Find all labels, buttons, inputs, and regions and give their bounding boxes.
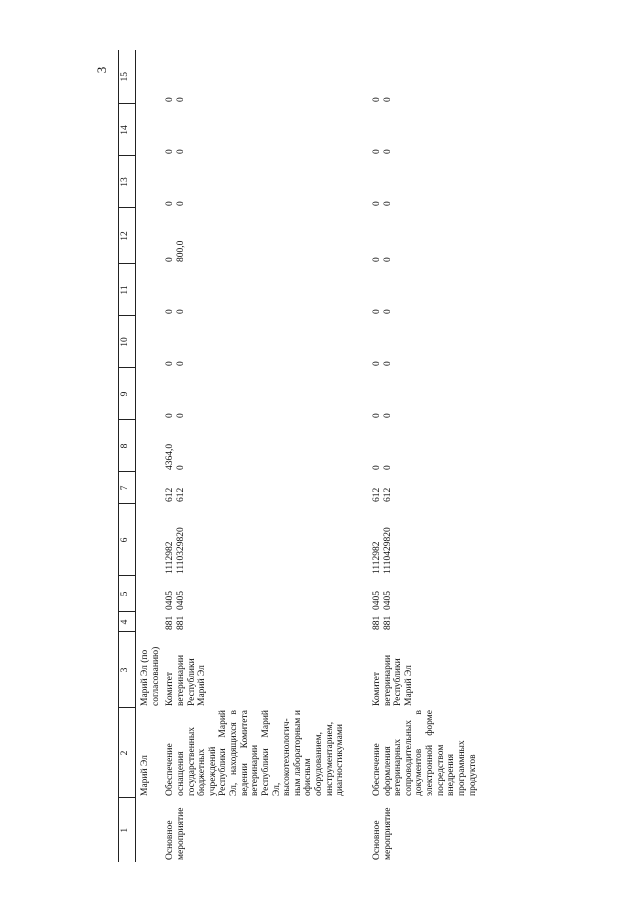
cell-responsible: Комитет ветеринарии Республики Марий Эл [371, 654, 414, 706]
column-number: 9 [119, 368, 136, 420]
cell-col5: 0405 0405 [165, 591, 186, 610]
column-number-row [119, 50, 136, 862]
cell-col9: 0 0 [165, 413, 186, 418]
cell-col8: 0 0 [371, 465, 393, 470]
column-number: 4 [119, 612, 136, 632]
cell-col12: 0 800,0 [165, 240, 186, 262]
cell-col7: 612 612 [165, 487, 186, 502]
cell-col10: 0 0 [165, 361, 186, 366]
cell-type: Основное мероприятие [371, 807, 393, 860]
column-number: 6 [119, 504, 136, 576]
column-number: 15 [119, 50, 136, 104]
table-row [370, 50, 480, 862]
column-number: 7 [119, 472, 136, 504]
column-number: 8 [119, 420, 136, 472]
cell-col7: 612 612 [371, 487, 393, 502]
cell-type: Основное мероприятие [165, 807, 186, 860]
column-number: 10 [119, 316, 136, 368]
cell-col11: 0 0 [371, 309, 393, 314]
cell-description: Обеспечение оснащения государственных бюджетных учреждений Республики Марий Эл, находящихся в ведении Комитета ветеринарии Республики Марий Эл, высокотехнологич-ным лабораторным и офисным оборудованием, инструментарием, диагностикумами [165, 710, 346, 796]
column-number: 11 [119, 264, 136, 316]
budget-table [118, 50, 480, 862]
cell-col14: 0 0 [165, 149, 186, 154]
cell-col15: 0 0 [165, 97, 186, 102]
cell-col10: 0 0 [371, 361, 393, 366]
continuation-row [136, 50, 164, 862]
row-spacer [348, 50, 370, 862]
cell-col11: 0 0 [165, 309, 186, 314]
cell-col9: 0 0 [371, 413, 393, 418]
page-number: 3 [94, 66, 109, 74]
cell-responsible-cont: Марий Эл (по согласованию) [140, 646, 161, 706]
table-row [163, 50, 348, 862]
column-number: 14 [119, 104, 136, 156]
cell-col15: 0 0 [371, 97, 393, 102]
cell-responsible: Комитет ветеринарии Республики Марий Эл [165, 654, 208, 706]
cell-executor-cont: Марий Эл [140, 755, 150, 796]
cell-col12: 0 0 [371, 257, 393, 262]
column-number: 3 [119, 632, 136, 708]
column-number: 5 [119, 576, 136, 612]
cell-col5: 0405 0405 [371, 591, 393, 610]
rotated-table-region [118, 50, 538, 862]
cell-description: Обеспечение оформления ветеринарных сопроводительных документов в электронной форме посредством внедрения программных продуктов [371, 710, 478, 796]
column-number: 12 [119, 208, 136, 264]
cell-col13: 0 0 [371, 201, 393, 206]
cell-col8: 4364,0 0 [165, 443, 186, 470]
column-number: 1 [119, 798, 136, 862]
column-number: 2 [119, 708, 136, 798]
cell-col4: 881 881 [371, 615, 393, 630]
cell-col13: 0 0 [165, 201, 186, 206]
cell-col6: 1112982 1110429820 [371, 527, 393, 574]
cell-col6: 1112982 1110329820 [165, 527, 186, 574]
column-number: 13 [119, 156, 136, 208]
cell-col4: 881 881 [165, 615, 186, 630]
cell-col14: 0 0 [371, 149, 393, 154]
